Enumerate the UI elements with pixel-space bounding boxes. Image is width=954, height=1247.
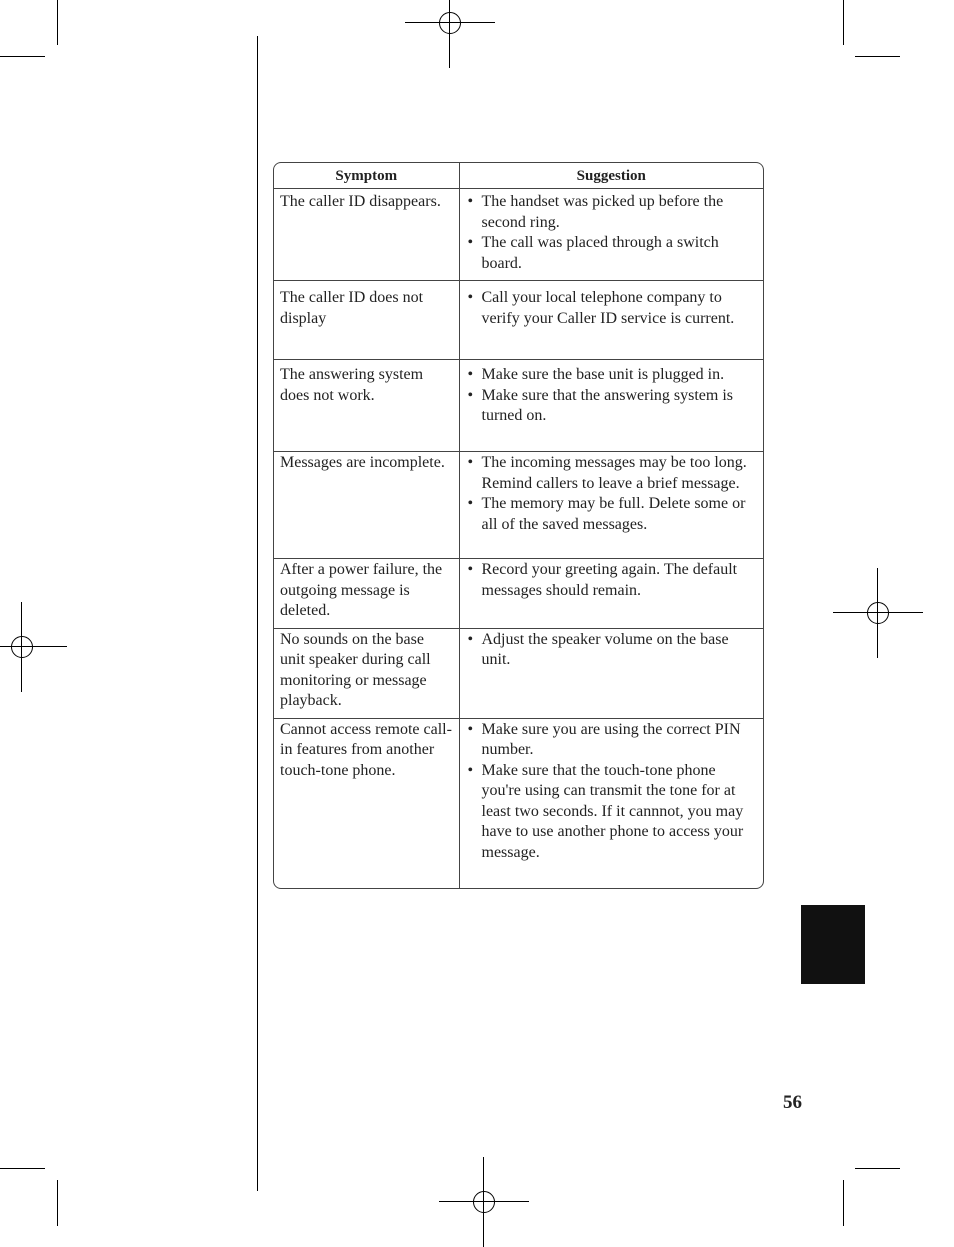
section-tab <box>801 905 865 984</box>
table-row <box>274 628 763 718</box>
suggestion-item: • The call was placed through a switch board. <box>466 233 758 274</box>
suggestion-item: • Record your greeting again. The default messages should remain. <box>466 560 758 601</box>
suggestion-cell <box>459 452 763 559</box>
suggestion-item: • The handset was picked up before the second ring. <box>466 192 758 233</box>
table-row <box>274 718 763 888</box>
crop-mark <box>57 0 58 45</box>
page-fold-line <box>257 36 258 1191</box>
suggestion-item: • Make sure you are using the correct PIN number. <box>466 720 758 761</box>
symptom-cell: No sounds on the base unit speaker during call monitoring or message playback. <box>274 628 459 718</box>
suggestion-cell <box>459 360 763 452</box>
registration-mark <box>405 0 495 68</box>
crop-mark <box>843 1180 844 1226</box>
page-number: 56 <box>783 1092 802 1113</box>
registration-mark <box>0 602 67 692</box>
crop-mark <box>57 1180 58 1226</box>
suggestion-column-header: Suggestion <box>459 163 763 189</box>
suggestion-item: • The incoming messages may be too long. Remind callers to leave a brief message. <box>466 453 758 494</box>
crop-mark <box>855 1168 900 1169</box>
table-header-row <box>274 163 763 189</box>
suggestion-cell <box>459 628 763 718</box>
registration-mark <box>833 568 923 658</box>
suggestion-item: • Make sure that the answering system is turned on. <box>466 386 758 427</box>
suggestion-item: • Call your local telephone company to verify your Caller ID service is current. <box>466 288 758 329</box>
registration-mark <box>439 1157 529 1247</box>
suggestion-cell <box>459 281 763 360</box>
table-row <box>274 452 763 559</box>
symptom-cell: The caller ID does not display <box>274 281 459 360</box>
table-row <box>274 360 763 452</box>
crop-mark <box>0 56 45 57</box>
crop-mark <box>855 56 900 57</box>
symptom-column-header: Symptom <box>274 163 459 189</box>
symptom-cell: Cannot access remote call-in features from another touch-tone phone. <box>280 720 452 779</box>
suggestion-cell <box>459 189 763 281</box>
suggestion-item: • Make sure the base unit is plugged in. <box>466 365 758 386</box>
crop-mark <box>0 1168 45 1169</box>
suggestion-item: • The memory may be full. Delete some or all of the saved messages. <box>466 494 758 535</box>
suggestion-item: • Make sure that the touch-tone phone you're using can transmit the tone for at least two seconds. If it cannnot, you may have to use another phone to access your message. <box>466 761 758 864</box>
suggestion-cell <box>459 559 763 629</box>
symptom-cell: The answering system does not work. <box>274 360 459 452</box>
table-row <box>274 189 763 281</box>
troubleshooting-table <box>273 162 764 889</box>
crop-mark <box>843 0 844 45</box>
table-row <box>274 281 763 360</box>
symptom-cell: After a power failure, the outgoing message is deleted. <box>274 559 459 629</box>
suggestion-item: • Adjust the speaker volume on the base unit. <box>466 630 758 671</box>
suggestion-cell <box>459 718 763 888</box>
symptom-cell: Messages are incomplete. <box>274 452 459 559</box>
table-row <box>274 559 763 629</box>
symptom-cell: The caller ID disappears. <box>274 189 459 281</box>
